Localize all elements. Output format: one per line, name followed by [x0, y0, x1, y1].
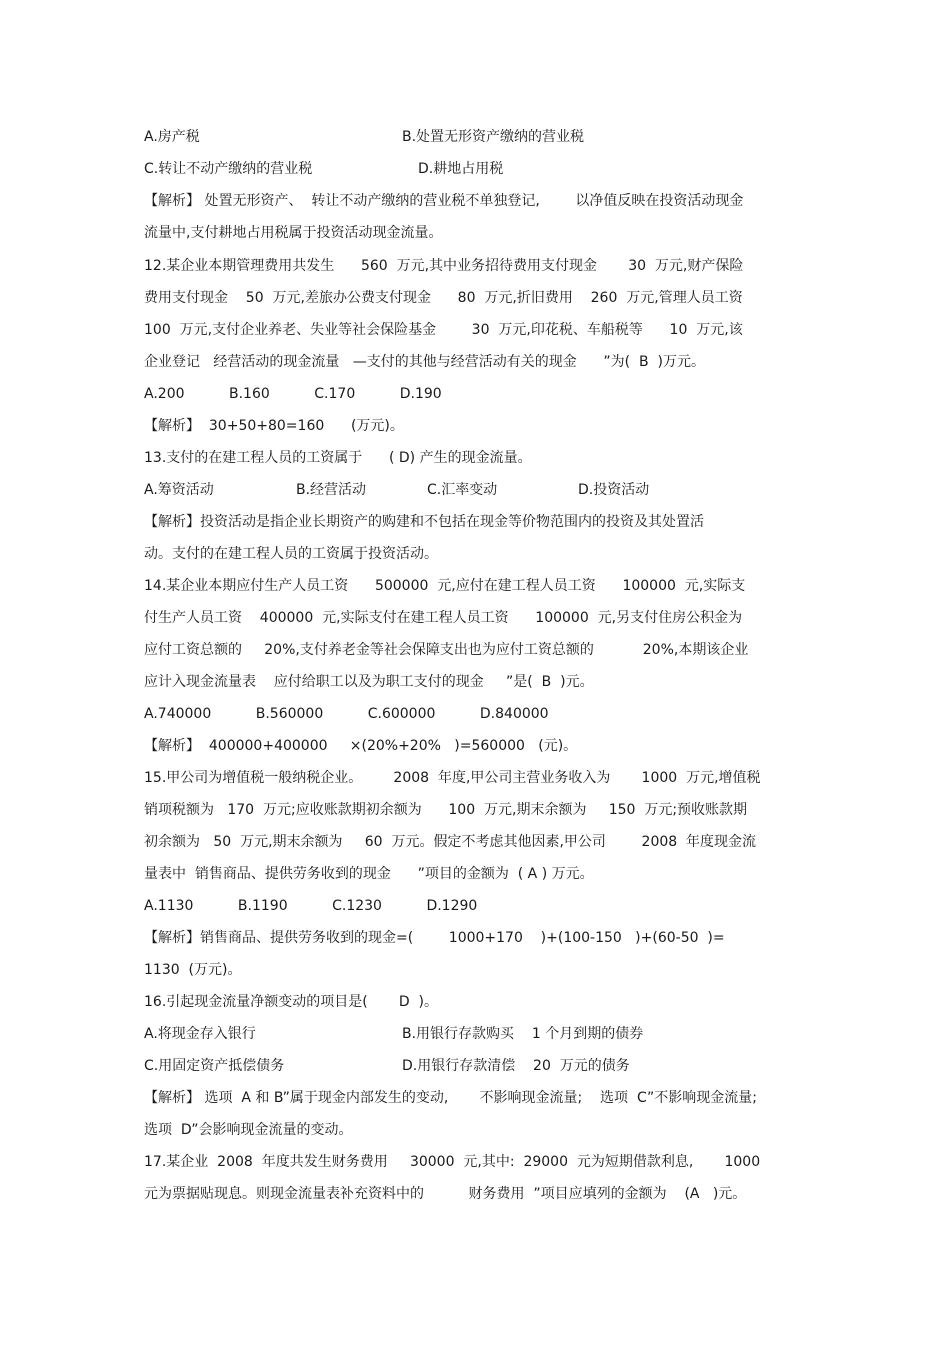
text-line: 100 万元,支付企业养老、失业等社会保险基金 30 万元,印花税、车船税等 10 万元,该: [144, 322, 743, 338]
text-line: 1130 (万元)。: [144, 962, 242, 978]
text-line: A.将现金存入银行: [144, 1026, 256, 1042]
text-line: 【解析】 处置无形资产、 转让不动产缴纳的营业税不单独登记, 以净值反映在投资活动现金: [144, 193, 744, 209]
text-line: 【解析】 选项 A 和 B”属于现金内部发生的变动, 不影响现金流量; 选项 C”不影响现金流量;: [144, 1090, 757, 1106]
text-line: 动。支付的在建工程人员的工资属于投资活动。: [144, 546, 438, 562]
text-line: 元为票据贴现息。则现金流量表补充资料中的 财务费用 ”项目应填列的金额为 (A )元。: [144, 1186, 747, 1202]
text-line: C.转让不动产缴纳的营业税: [144, 161, 313, 177]
text-line: 应计入现金流量表 应付给职工以及为职工支付的现金 ”是( B )元。: [144, 674, 594, 690]
text-line: A.1130 B.1190 C.1230 D.1290: [144, 898, 478, 914]
text-line: 17.某企业 2008 年度共发生财务费用 30000 元,其中: 29000 元为短期借款利息, 1000: [144, 1154, 761, 1170]
text-line: 应付工资总额的 20%,支付养老金等社会保障支出也为应付工资总额的 20%,本期该企业: [144, 642, 749, 658]
text-line: 12.某企业本期管理费用共发生 560 万元,其中业务招待费用支付现金 30 万元,财产保险: [144, 258, 744, 274]
text-line: 15.甲公司为增值税一般纳税企业。 2008 年度,甲公司主营业务收入为 1000 万元,增值税: [144, 770, 761, 786]
text-line: 销项税额为 170 万元;应收账款期初余额为 100 万元,期末余额为 150 万元;预收账款期: [144, 802, 748, 818]
text-line: 选项 D”会影响现金流量的变动。: [144, 1122, 353, 1138]
text-line: 13.支付的在建工程人员的工资属于 ( D) 产生的现金流量。: [144, 450, 532, 466]
text-line: 费用支付现金 50 万元,差旅办公费支付现金 80 万元,折旧费用 260 万元,管理人员工资: [144, 290, 743, 306]
text-line: 付生产人员工资 400000 元,实际支付在建工程人员工资 100000 元,另支付住房公积金为: [144, 610, 743, 626]
text-line: A.房产税: [144, 129, 200, 145]
text-line: 流量中,支付耕地占用税属于投资活动现金流量。: [144, 225, 443, 241]
text-line: B.用银行存款购买 1 个月到期的债券: [402, 1026, 644, 1042]
text-line: 【解析】投资活动是指企业长期资产的购建和不包括在现金等价物范围内的投资及其处置活: [144, 514, 704, 530]
text-line: 量表中 销售商品、提供劳务收到的现金 ”项目的金额为 ( A ) 万元。: [144, 866, 594, 882]
text-line: A.200 B.160 C.170 D.190: [144, 386, 442, 402]
text-line: B.处置无形资产缴纳的营业税: [402, 129, 585, 145]
text-line: A.740000 B.560000 C.600000 D.840000: [144, 706, 549, 722]
text-line: D.投资活动: [578, 482, 650, 498]
text-line: 14.某企业本期应付生产人员工资 500000 元,应付在建工程人员工资 100000 元,实际支: [144, 578, 746, 594]
text-line: D.用银行存款清偿 20 万元的债务: [402, 1058, 630, 1074]
text-line: D.耕地占用税: [418, 161, 504, 177]
text-line: C.汇率变动: [427, 482, 498, 498]
text-line: 【解析】 30+50+80=160 (万元)。: [144, 418, 404, 434]
text-line: 【解析】销售商品、提供劳务收到的现金=( 1000+170 )+(100-150 )+(60-50 )=: [144, 930, 725, 946]
text-line: A.筹资活动: [144, 482, 214, 498]
text-line: C.用固定资产抵偿债务: [144, 1058, 285, 1074]
text-line: 16.引起现金流量净额变动的项目是( D )。: [144, 994, 439, 1010]
text-line: 企业登记 经营活动的现金流量 —支付的其他与经营活动有关的现金 ”为( B )万元。: [144, 354, 705, 370]
text-line: B.经营活动: [296, 482, 367, 498]
text-line: 【解析】 400000+400000 ×(20%+20% )=560000 (元)。: [144, 738, 578, 754]
text-line: 初余额为 50 万元,期末余额为 60 万元。假定不考虑其他因素,甲公司 2008 年度现金流: [144, 834, 757, 850]
